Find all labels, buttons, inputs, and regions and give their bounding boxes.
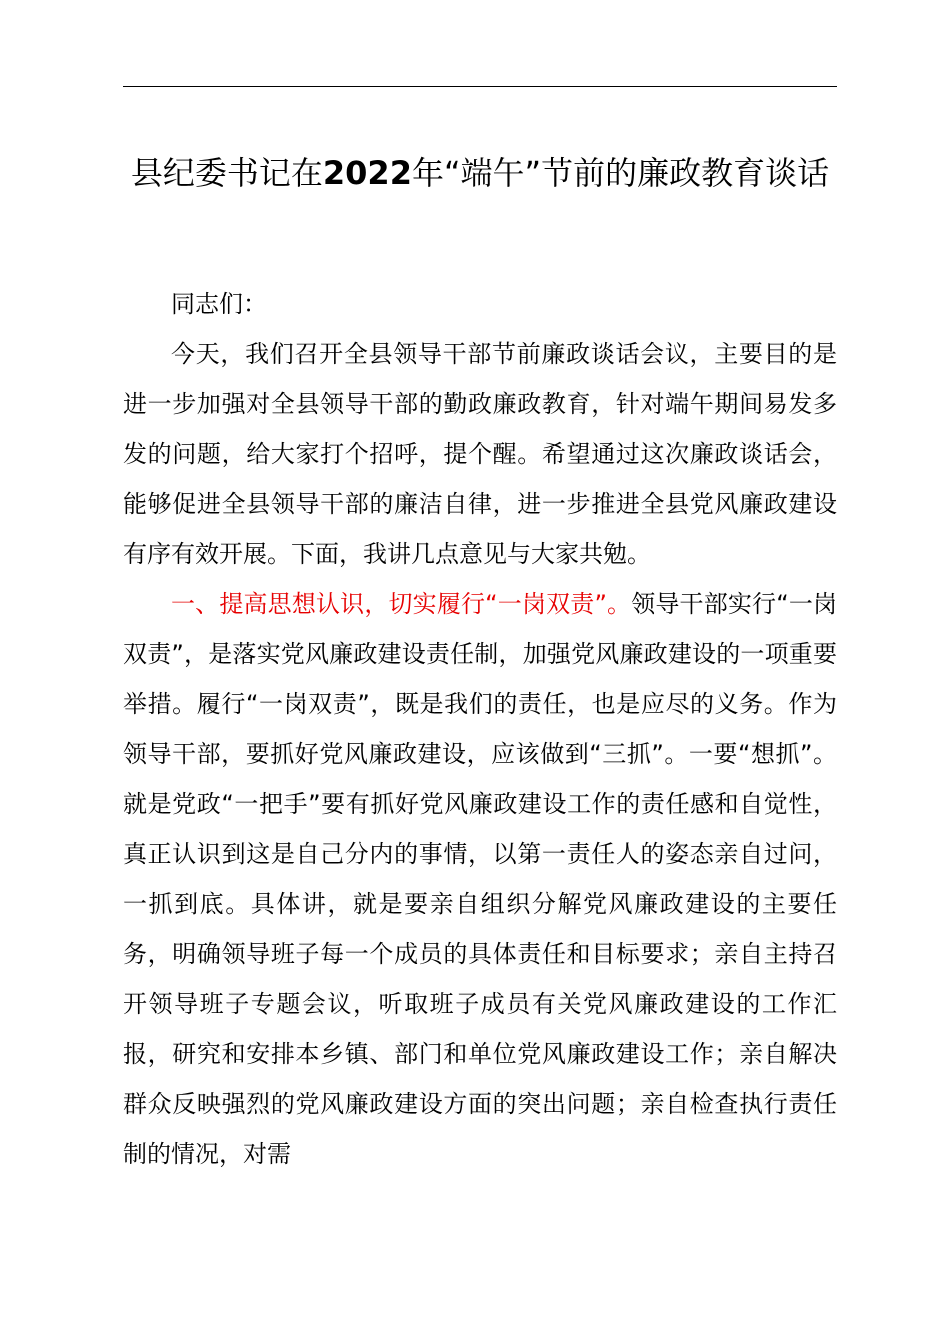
title-suffix: 年“端午”节前的廉政教育谈话 bbox=[411, 154, 830, 192]
document-title bbox=[100, 148, 860, 198]
section-1-heading: 一、提高思想认识，切实履行“一岗双责”。 bbox=[171, 590, 632, 618]
intro-paragraph: 今天，我们召开全县领导干部节前廉政谈话会议，主要目的是进一步加强对全县领导干部的勤政廉政教育，针对端午期间易发多发的问题，给大家打个招呼，提个醒。希望通过这次廉政谈话会，能够促进全县领导干部的廉洁自律，进一步推进全县党风廉政建设有序有效开展。下面，我讲几点意见与大家共勉。 bbox=[123, 340, 837, 568]
title-prefix: 县纪委书记在 bbox=[130, 154, 323, 192]
salutation: 同志们： bbox=[171, 290, 267, 318]
header-rule bbox=[123, 86, 837, 87]
section-1-body: 领导干部实行“一岗双责”，是落实党风廉政建设责任制，加强党风廉政建设的一项重要举措。履行“一岗双责”，既是我们的责任，也是应尽的义务。作为领导干部，要抓好党风廉政建设，应该做到“三抓”。一要“想抓”。就是党政“一把手”要有抓好党风廉政建设工作的责任感和自觉性，真正认识到这是自己分内的事情，以第一责任人的姿态亲自过问，一抓到底。具体讲，就是要亲自组织分解党风廉政建设的主要任务，明确领导班子每一个成员的具体责任和目标要求；亲自主持召开领导班子专题会议，听取班子成员有关党风廉政建设的工作汇报，研究和安排本乡镇、部门和单位党风廉政建设工作；亲自解决群众反映强烈的党风廉政建设方面的突出问题；亲自检查执行责任制的情况，对需 bbox=[123, 590, 837, 1168]
title-year: 2022 bbox=[322, 154, 412, 192]
section-1-paragraph bbox=[123, 579, 837, 1179]
document-body bbox=[123, 279, 837, 1179]
